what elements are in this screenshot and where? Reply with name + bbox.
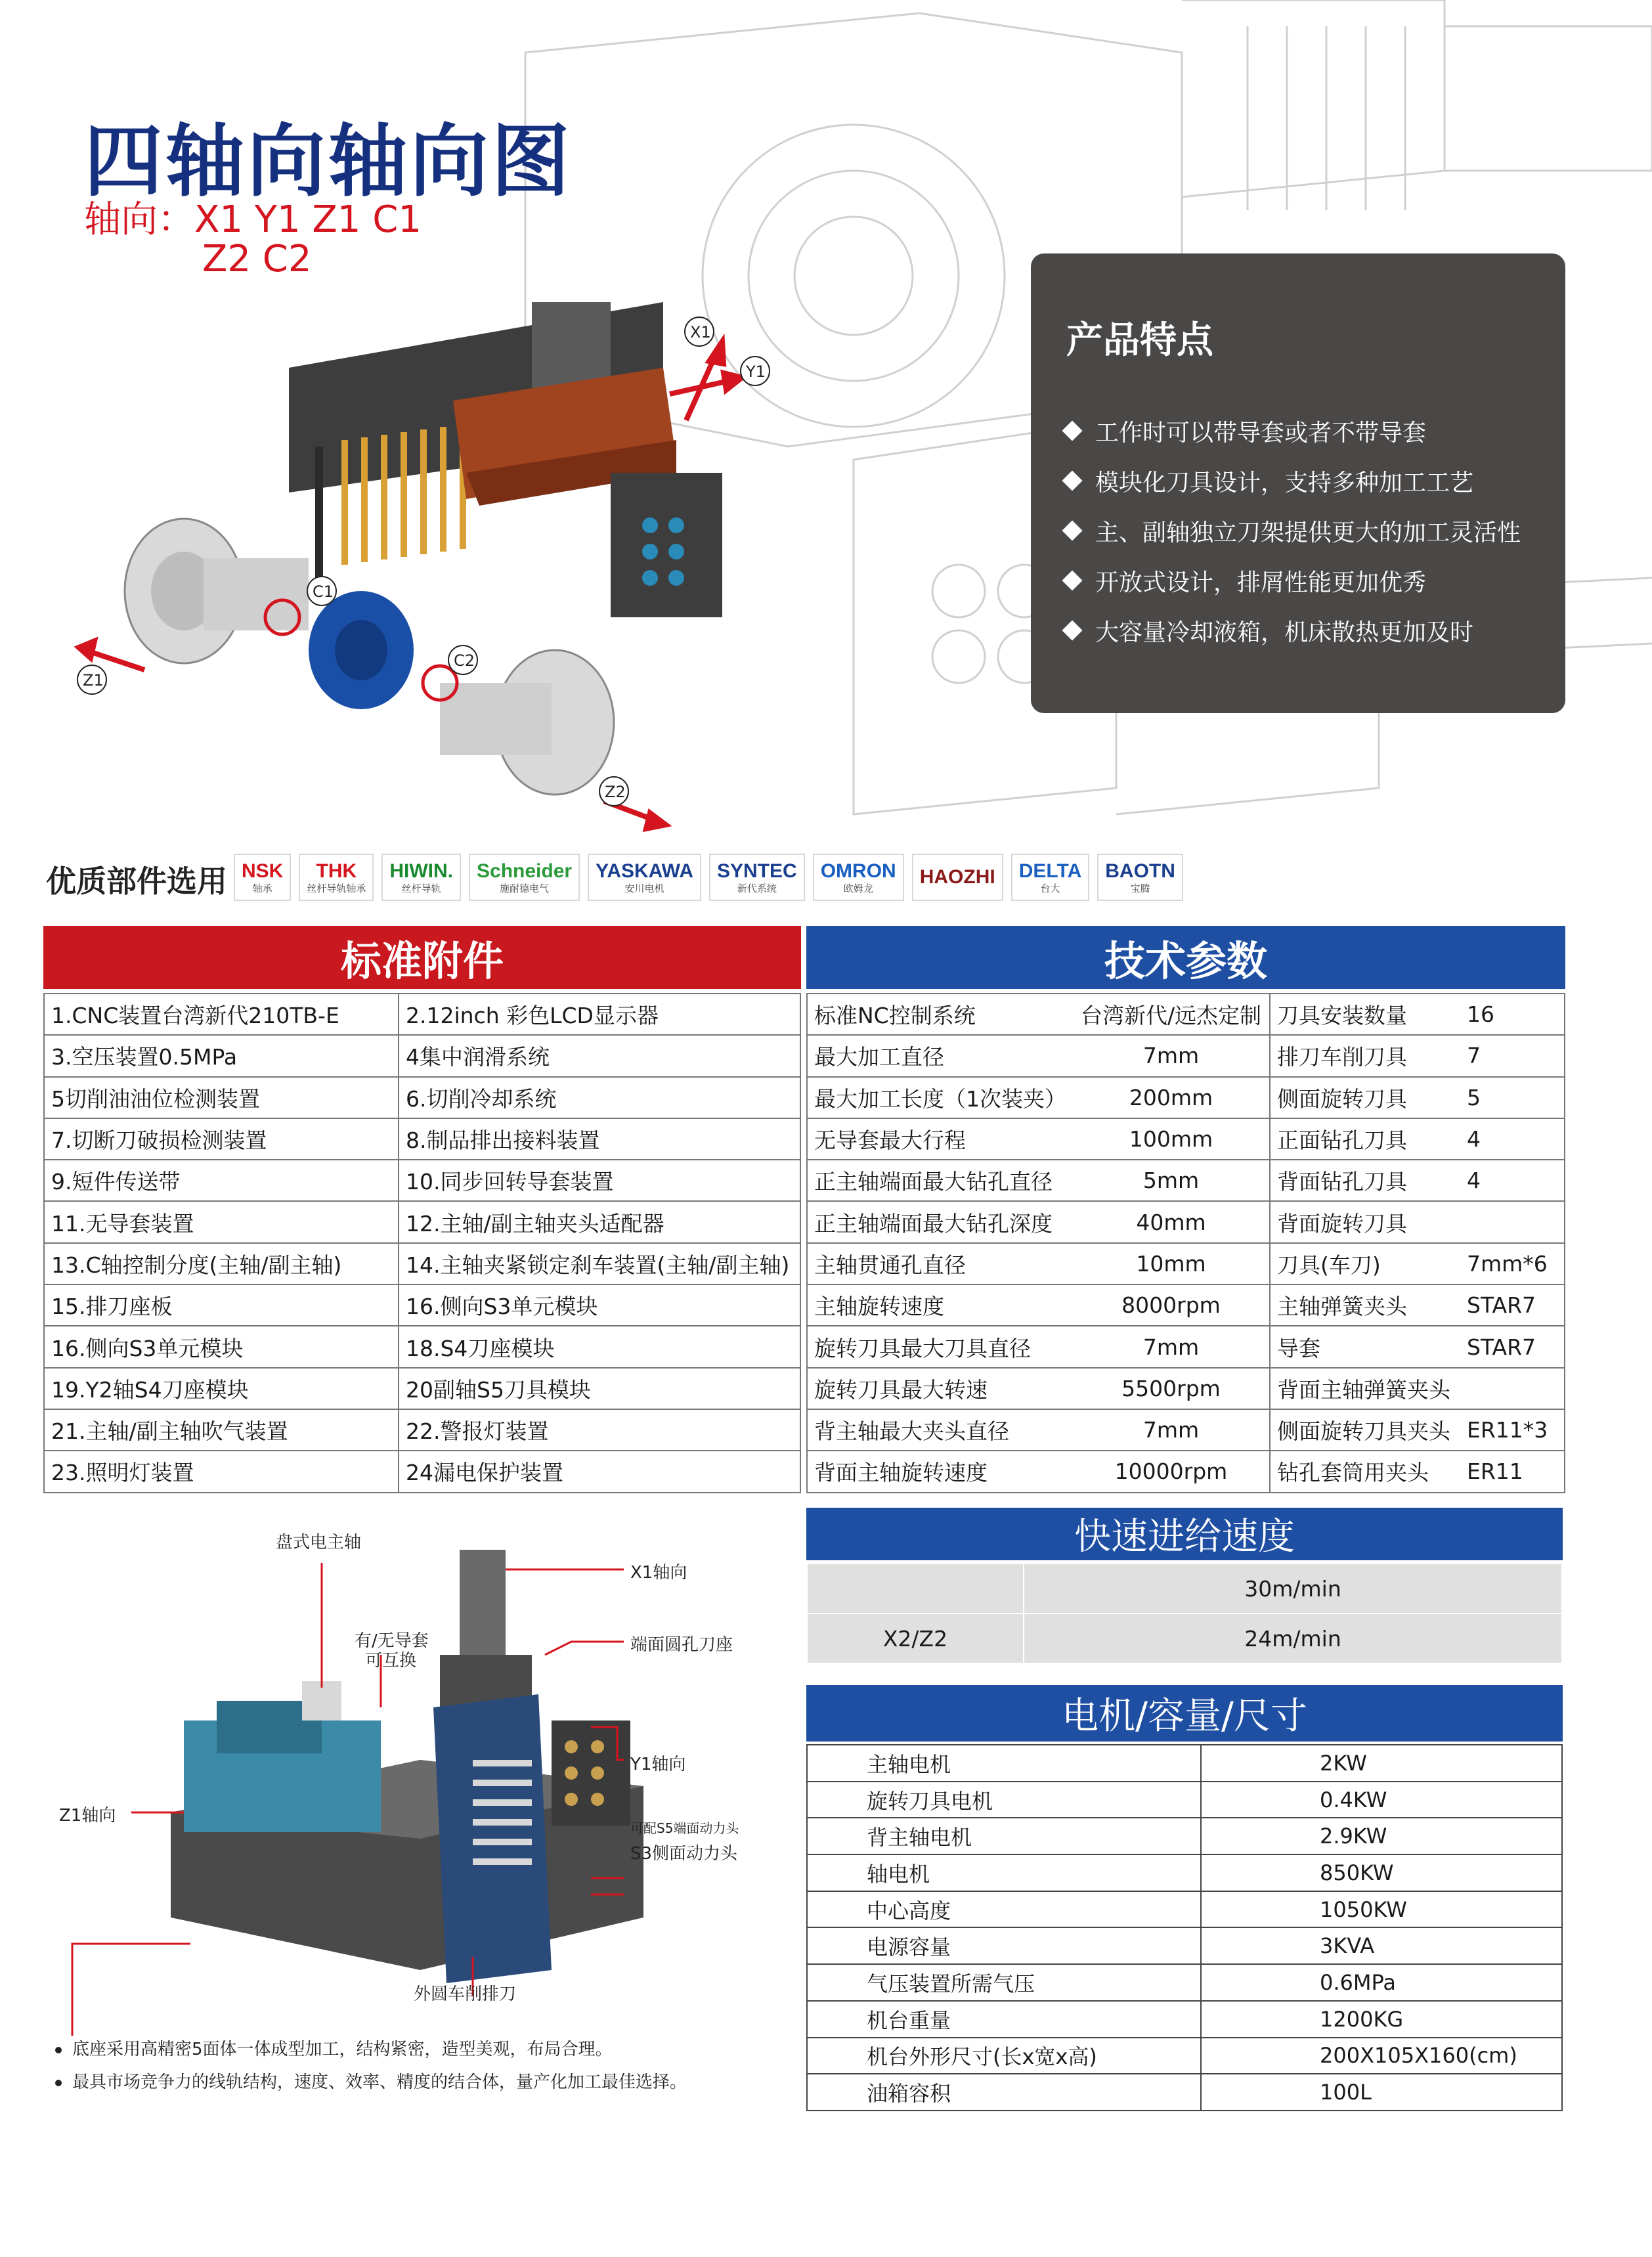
label-z2: Z2 [605, 783, 626, 801]
feature-item: 工作时可以带导套或者不带导套 [1060, 406, 1521, 456]
param-value: 10000rpm [1073, 1451, 1270, 1492]
feed-speed-table [806, 1563, 1563, 1664]
brand-sub: 安川电机 [624, 883, 664, 894]
accessory-cell: 12.主轴/副主轴夹头适配器 [399, 1201, 800, 1242]
feature-item: 模块化刀具设计，支持多种加工工艺 [1060, 456, 1521, 506]
accessory-cell: 9.短件传送带 [44, 1160, 399, 1201]
param-value: 5mm [1073, 1160, 1270, 1201]
accessory-cell: 24漏电保护装置 [399, 1451, 800, 1492]
callout-gang-tool: 外圆车削排刀 [414, 1984, 517, 2004]
brand-logo [709, 854, 805, 901]
table-row [807, 1326, 1565, 1367]
bullet-icon [1062, 570, 1082, 590]
accessory-cell: 18.S4刀座模块 [399, 1326, 800, 1367]
accessories-header: 标准附件 [43, 926, 801, 989]
spec-name: 油箱容积 [807, 2074, 1201, 2111]
label-c2: C2 [454, 651, 475, 670]
brand-name: THK [316, 860, 357, 882]
tool-param-value: STAR7 [1460, 1326, 1565, 1367]
tool-param-name: 侧面旋转刀具 [1270, 1077, 1460, 1118]
brand-name: BAOTN [1105, 860, 1175, 882]
table-row [807, 1201, 1565, 1242]
brand-sub: 轴承 [252, 883, 272, 894]
brand-logo [381, 854, 461, 901]
param-name: 最大加工直径 [807, 1035, 1073, 1076]
param-value: 7mm [1073, 1035, 1270, 1076]
label-z1: Z1 [83, 671, 104, 690]
tool-param-value: 5 [1460, 1077, 1565, 1118]
param-name: 标准NC控制系统 [807, 994, 1073, 1035]
table-row [807, 1284, 1565, 1326]
table-row [807, 1077, 1565, 1118]
tool-param-name: 侧面旋转刀具夹头 [1270, 1409, 1460, 1451]
table-row [807, 1782, 1562, 1818]
param-value: 100mm [1073, 1118, 1270, 1160]
feature-item: 主、副轴独立刀架提供更大的加工灵活性 [1060, 506, 1521, 556]
bullet-icon [1062, 470, 1082, 491]
table-row [807, 1035, 1565, 1076]
feed-speed: 30m/min [1024, 1564, 1562, 1613]
table-row [807, 1613, 1562, 1663]
spec-value: 100L [1201, 2074, 1562, 2111]
tool-param-name: 主轴弹簧夹头 [1270, 1284, 1460, 1326]
tech-params-table [806, 993, 1565, 1493]
accessory-cell: 5切削油油位检测装置 [44, 1077, 399, 1118]
table-row [807, 1160, 1565, 1201]
table-row [44, 1035, 800, 1076]
page-title: 四轴向轴向图 [84, 116, 573, 208]
accessory-cell: 2.12inch 彩色LCD显示器 [399, 994, 800, 1035]
spec-name: 旋转刀具电机 [807, 1782, 1201, 1818]
accessory-cell: 23.照明灯装置 [44, 1451, 399, 1492]
table-row [44, 1243, 800, 1284]
param-name: 主轴贯通孔直径 [807, 1243, 1073, 1284]
spec-value: 2.9KW [1201, 1818, 1562, 1854]
motor-header: 电机/容量/尺寸 [806, 1685, 1563, 1742]
accessory-cell: 3.空压装置0.5MPa [44, 1035, 399, 1076]
param-value: 8000rpm [1073, 1284, 1270, 1326]
label-y1: Y1 [746, 362, 766, 381]
accessory-cell: 22.警报灯装置 [399, 1409, 800, 1451]
table-row [807, 1451, 1565, 1492]
callout-face-holder: 端面圆孔刀座 [630, 1635, 733, 1655]
feature-item: 大容量冷却液箱，机床散热更加及时 [1060, 605, 1521, 655]
brand-name: HAOZHI [919, 866, 995, 888]
bullet-icon [1062, 620, 1082, 640]
table-row [807, 1118, 1565, 1160]
callout-z1-axis: Z1轴向 [59, 1806, 116, 1826]
bullet-icon [55, 2047, 62, 2053]
accessory-cell: 4集中润滑系统 [399, 1035, 800, 1076]
bullet-icon [1062, 520, 1082, 540]
tool-param-name: 导套 [1270, 1326, 1460, 1367]
spec-value: 0.6MPa [1201, 1964, 1562, 2001]
param-value: 40mm [1073, 1201, 1270, 1242]
spec-name: 气压装置所需气压 [807, 1964, 1201, 2001]
accessory-cell: 16.侧向S3单元模块 [399, 1284, 800, 1326]
table-row [807, 1243, 1565, 1284]
spec-value: 0.4KW [1201, 1782, 1562, 1818]
tool-param-value: 4 [1460, 1160, 1565, 1201]
motor-table [806, 1744, 1563, 2111]
param-name: 旋转刀具最大转速 [807, 1368, 1073, 1409]
label-c1: C1 [313, 582, 334, 601]
param-name: 正主轴端面最大钻孔深度 [807, 1201, 1073, 1242]
accessory-cell: 21.主轴/副主轴吹气装置 [44, 1409, 399, 1451]
tool-param-value [1460, 1368, 1565, 1409]
table-row [44, 1118, 800, 1160]
tool-param-name: 刀具(车刀) [1270, 1243, 1460, 1284]
tool-param-name: 刀具安装数量 [1270, 994, 1460, 1035]
note-item: 最具市场竞争力的线轨结构，速度、效率、精度的结合体，量产化加工最佳选择。 [55, 2066, 687, 2099]
feed-speed-header: 快速进给速度 [806, 1508, 1563, 1560]
tool-param-value: 7 [1460, 1035, 1565, 1076]
param-name: 正主轴端面最大钻孔直径 [807, 1160, 1073, 1201]
table-row [807, 1564, 1562, 1613]
spec-value: 1050KW [1201, 1891, 1562, 1928]
spec-name: 主轴电机 [807, 1745, 1201, 1782]
table-row [44, 1326, 800, 1367]
table-row [807, 1818, 1562, 1854]
tool-param-value: 16 [1460, 994, 1565, 1035]
table-row [44, 1284, 800, 1326]
table-row [807, 2038, 1562, 2074]
accessory-cell: 11.无导套装置 [44, 1201, 399, 1242]
table-row [44, 1077, 800, 1118]
brand-name: HIWIN. [389, 860, 454, 882]
tool-param-value: 4 [1460, 1118, 1565, 1160]
brand-logo [234, 854, 291, 901]
accessory-cell: 6.切削冷却系统 [399, 1077, 800, 1118]
tool-param-name: 背面钻孔刀具 [1270, 1160, 1460, 1201]
accessory-cell: 15.排刀座板 [44, 1284, 399, 1326]
accessory-cell: 8.制品排出接料装置 [399, 1118, 800, 1160]
brand-logo [1097, 854, 1183, 901]
tool-param-value [1460, 1201, 1565, 1242]
param-name: 旋转刀具最大刀具直径 [807, 1326, 1073, 1367]
table-row [807, 1409, 1565, 1451]
bullet-icon [55, 2080, 62, 2086]
table-row [44, 1201, 800, 1242]
notes [55, 2033, 687, 2099]
brand-logo [588, 854, 701, 901]
table-row [807, 994, 1565, 1035]
accessories-table [43, 993, 801, 1493]
tool-param-value: 7mm*6 [1460, 1243, 1565, 1284]
callout-s3-head: S3侧面动力头 [630, 1844, 738, 1864]
brand-logo [469, 854, 580, 901]
brand-name: NSK [242, 860, 284, 882]
spec-name: 轴电机 [807, 1854, 1201, 1891]
brand-sub: 施耐德电气 [500, 883, 550, 894]
table-row [807, 2001, 1562, 2038]
accessory-cell: 14.主轴夹紧锁定刹车装置(主轴/副主轴) [399, 1243, 800, 1284]
tool-param-name: 背面主轴弹簧夹头 [1270, 1368, 1460, 1409]
param-name: 背主轴最大夹头直径 [807, 1409, 1073, 1451]
spec-value: 1200KG [1201, 2001, 1562, 2038]
table-row [807, 1745, 1562, 1782]
accessory-cell: 19.Y2轴S4刀座模块 [44, 1368, 399, 1409]
table-row [44, 994, 800, 1035]
spec-name: 背主轴电机 [807, 1818, 1201, 1854]
param-name: 最大加工长度（1次装夹） [807, 1077, 1073, 1118]
table-row [44, 1409, 800, 1451]
brand-logo [813, 854, 904, 901]
spec-value: 3KVA [1201, 1927, 1562, 1964]
param-value: 5500rpm [1073, 1368, 1270, 1409]
param-value: 台湾新代/远杰定制 [1073, 994, 1270, 1035]
tech-params-header: 技术参数 [806, 926, 1565, 989]
param-name: 无导套最大行程 [807, 1118, 1073, 1160]
feature-item: 开放式设计，排屑性能更加优秀 [1060, 556, 1521, 605]
spec-value: 850KW [1201, 1854, 1562, 1891]
note-item: 底座采用高精密5面体一体成型加工，结构紧密，造型美观，布局合理。 [55, 2033, 687, 2066]
brand-sub: 丝杆导轨轴承 [307, 883, 366, 894]
tool-param-name: 正面钻孔刀具 [1270, 1118, 1460, 1160]
accessory-cell: 10.同步回转导套装置 [399, 1160, 800, 1201]
callout-y1-axis: Y1轴向 [630, 1755, 686, 1774]
brands-label: 优质部件选用 [46, 864, 227, 899]
callout-x1-axis: X1轴向 [630, 1563, 687, 1583]
brand-sub: 宝腾 [1130, 883, 1150, 894]
param-value: 200mm [1073, 1077, 1270, 1118]
brand-sub: 新代系统 [737, 883, 777, 894]
accessory-cell: 7.切断刀破损检测装置 [44, 1118, 399, 1160]
brand-name: OMRON [820, 860, 896, 882]
callout-disc-spindle: 盘式电主轴 [276, 1533, 362, 1552]
features-title: 产品特点 [1066, 319, 1213, 362]
table-row [807, 1964, 1562, 2001]
tool-param-name: 背面旋转刀具 [1270, 1201, 1460, 1242]
callout-interchange: 可互换 [365, 1651, 417, 1671]
machine-layout-figure [53, 1510, 801, 2036]
accessory-cell: 13.C轴控制分度(主轴/副主轴) [44, 1243, 399, 1284]
brand-logo [1011, 854, 1090, 901]
feed-axis [807, 1564, 1024, 1613]
spec-name: 机台重量 [807, 2001, 1201, 2038]
bullet-icon [1062, 420, 1082, 441]
feed-axis: X2/Z2 [807, 1613, 1024, 1663]
param-value: 10mm [1073, 1243, 1270, 1284]
features-panel [1031, 253, 1565, 713]
spec-name: 机台外形尺寸(长x宽x高) [807, 2038, 1201, 2074]
param-name: 主轴旋转速度 [807, 1284, 1073, 1326]
spec-name: 中心高度 [807, 1891, 1201, 1928]
brand-sub: 丝杆导轨 [401, 883, 441, 894]
brand-name: DELTA [1018, 860, 1082, 882]
spec-value: 2KW [1201, 1745, 1562, 1782]
callout-guide-bush: 有/无导套 [355, 1631, 429, 1651]
brand-name: SYNTEC [717, 860, 797, 882]
param-name: 背面主轴旋转速度 [807, 1451, 1073, 1492]
tool-param-name: 排刀车削刀具 [1270, 1035, 1460, 1076]
spec-name: 电源容量 [807, 1927, 1201, 1964]
table-row [807, 2074, 1562, 2111]
brand-name: Schneider [477, 860, 573, 882]
table-row [44, 1451, 800, 1492]
table-row [807, 1368, 1565, 1409]
table-row [44, 1160, 800, 1201]
feed-speed: 24m/min [1024, 1613, 1562, 1663]
brand-sub: 台大 [1040, 883, 1060, 894]
table-row [44, 1368, 800, 1409]
table-row [807, 1854, 1562, 1891]
table-row [807, 1927, 1562, 1964]
tool-param-value: ER11 [1460, 1451, 1565, 1492]
brand-name: YASKAWA [596, 860, 694, 882]
axis-list-line1: 轴向：X1 Y1 Z1 C1 [84, 198, 422, 241]
spec-value: 200X105X160(cm) [1201, 2038, 1562, 2074]
param-value: 7mm [1073, 1326, 1270, 1367]
brand-logo [299, 854, 374, 901]
accessory-cell: 20副轴S5刀具模块 [399, 1368, 800, 1409]
axis-diagram [72, 276, 794, 841]
features-list [1060, 406, 1521, 655]
axis-list-line2: Z2 C2 [202, 238, 312, 280]
tool-param-name: 钻孔套筒用夹头 [1270, 1451, 1460, 1492]
accessory-cell: 1.CNC装置台湾新代210TB-E [44, 994, 399, 1035]
brand-logo [912, 854, 1003, 901]
callout-s5-head: 可配S5端面动力头 [630, 1820, 739, 1836]
label-x1: X1 [690, 323, 711, 341]
machine-illustration [53, 1510, 801, 2036]
tool-param-value: STAR7 [1460, 1284, 1565, 1326]
param-value: 7mm [1073, 1409, 1270, 1451]
brand-logos [234, 854, 1183, 901]
accessory-cell: 16.侧向S3单元模块 [44, 1326, 399, 1367]
tool-param-value: ER11*3 [1460, 1409, 1565, 1451]
brand-sub: 欧姆龙 [843, 883, 873, 894]
table-row [807, 1891, 1562, 1928]
